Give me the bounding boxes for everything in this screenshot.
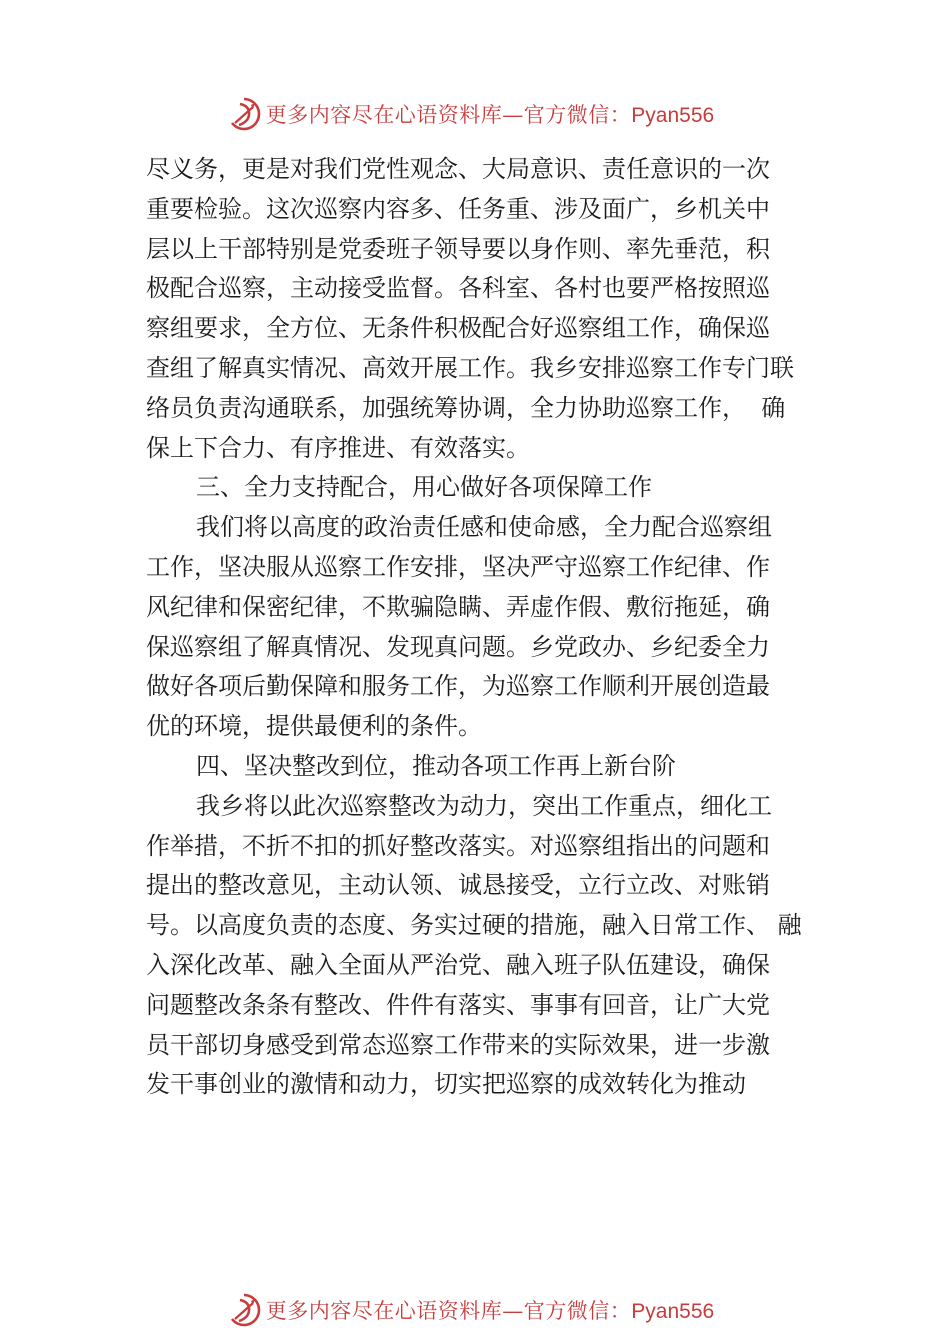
logo-icon <box>226 1292 262 1328</box>
document-body <box>146 150 826 1105</box>
wechat-id: Pyan556 <box>631 104 715 127</box>
text-line: 工作，坚决服从巡察工作安排，坚决严守巡察工作纪律、作 <box>146 552 770 581</box>
wechat-id: Pyan556 <box>631 1300 715 1323</box>
section-heading: 三、全力支持配合，用心做好各项保障工作 <box>196 473 652 502</box>
text-line: 风纪律和保密纪律，不欺骗隐瞒、弄虚作假、敷衍拖延，确 <box>146 592 770 621</box>
paragraph-start: 我乡将以此次巡察整改为动力，突出工作重点，细化工 <box>196 791 772 820</box>
text-line: 号。以高度负责的态度、务实过硬的措施，融入日常工作、 融 <box>146 911 802 940</box>
text-line: 极配合巡察，主动接受监督。各科室、各村也要严格按照巡 <box>146 274 770 303</box>
text-line: 发干事创业的激情和动力，切实把巡察的成效转化为推动 <box>146 1070 746 1099</box>
text-line: 优的环境，提供最便利的条件。 <box>146 712 482 741</box>
footer-banner <box>0 1290 950 1330</box>
banner-text: 更多内容尽在心语资料库—官方微信： <box>265 1299 632 1323</box>
text-line: 入深化改革、融入全面从严治党、融入班子队伍建设，确保 <box>146 950 770 979</box>
text-line: 提出的整改意见，主动认领、诚恳接受，立行立改、对账销 <box>146 871 770 900</box>
text-line: 做好各项后勤保障和服务工作，为巡察工作顺利开展创造最 <box>146 672 770 701</box>
text-line: 察组要求，全方位、无条件积极配合好巡察组工作，确保巡 <box>146 314 770 343</box>
text-line: 问题整改条条有整改、件件有落实、事事有回音，让广大党 <box>146 990 770 1019</box>
logo-icon <box>226 96 262 132</box>
text-line: 保巡察组了解真情况、发现真问题。乡党政办、乡纪委全力 <box>146 632 770 661</box>
text-line: 查组了解真实情况、高效开展工作。我乡安排巡察工作专门联 <box>146 353 794 382</box>
section-heading: 四、坚决整改到位，推动各项工作再上新台阶 <box>196 751 676 780</box>
text-line: 尽义务，更是对我们党性观念、大局意识、责任意识的一次 <box>146 155 770 183</box>
text-line: 保上下合力、有序推进、有效落实。 <box>146 433 530 462</box>
text-line: 重要检验。这次巡察内容多、任务重、涉及面广，乡机关中 <box>146 194 770 223</box>
header-banner <box>0 94 950 134</box>
text-line: 层以上干部特别是党委班子领导要以身作则、率先垂范，积 <box>146 234 770 263</box>
paragraph-start: 我们将以高度的政治责任感和使命感，全力配合巡察组 <box>196 513 772 542</box>
text-line: 员干部切身感受到常态巡察工作带来的实际效果，进一步激 <box>146 1030 770 1059</box>
text-line: 作举措，不折不扣的抓好整改落实。对巡察组指出的问题和 <box>146 831 770 860</box>
text-line: 络员负责沟通联系，加强统筹协调，全力协助巡察工作， 确 <box>146 393 786 422</box>
banner-text: 更多内容尽在心语资料库—官方微信： <box>265 103 632 127</box>
